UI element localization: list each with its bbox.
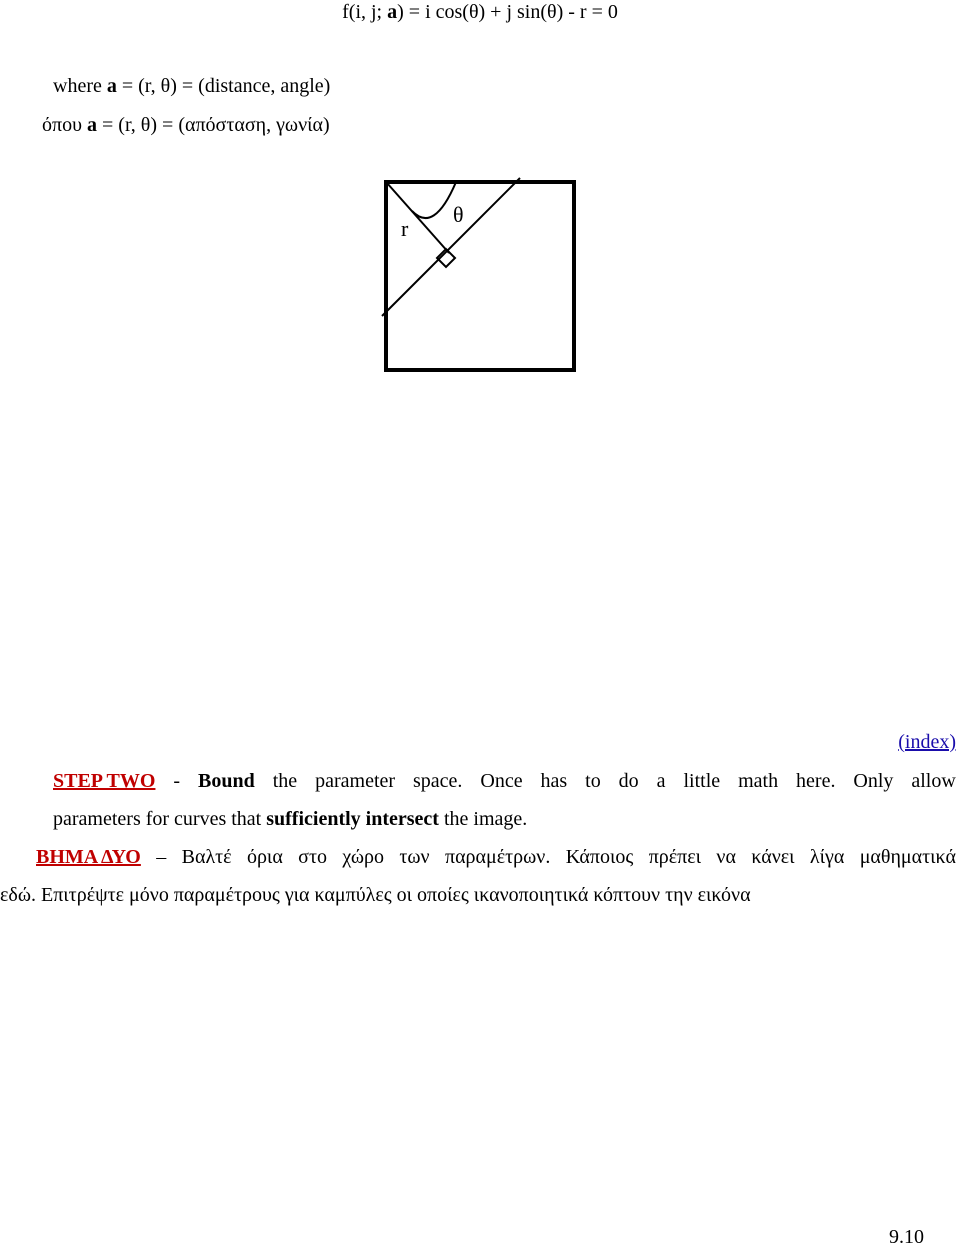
word: the (272, 770, 298, 792)
parameter-diagram (378, 174, 580, 376)
formula-param-a: a (387, 1, 398, 23)
word: στο (298, 846, 327, 868)
where-greek (42, 113, 330, 137)
image-frame (386, 182, 574, 370)
formula-end: ) = i cos(θ) + j sin(θ) - r = 0 (397, 1, 618, 23)
r-label: r (401, 216, 409, 241)
word: να (716, 846, 736, 868)
where-greek-suffix: = (r, θ) = (απόσταση, γωνία) (97, 114, 330, 136)
tangent-line (382, 178, 520, 316)
theta-label: θ (453, 202, 464, 227)
word: – (156, 846, 167, 868)
where-greek-a: a (87, 114, 97, 136)
where-english (53, 74, 330, 98)
where-english-suffix: = (r, θ) = (distance, angle) (116, 75, 331, 97)
word: a (656, 770, 666, 792)
word: των (399, 846, 430, 868)
line2-prefix: parameters for curves that (53, 808, 267, 830)
word: όρια (246, 846, 283, 868)
line2-suffix: the image. (438, 808, 528, 830)
angle-arc (412, 182, 456, 218)
index-link[interactable]: (index) (898, 731, 956, 753)
where-english-prefix: where (53, 75, 107, 97)
step-two-english-line1 (53, 769, 956, 793)
word: allow (911, 770, 956, 792)
word: math (738, 770, 779, 792)
line2-bold: sufficiently intersect (266, 808, 439, 830)
step-two-english-line2 (53, 807, 527, 831)
word: space. (413, 770, 463, 792)
page-number: 9.10 (889, 1226, 924, 1248)
word: Only (853, 770, 894, 792)
word: little (683, 770, 721, 792)
word: Bound (198, 770, 255, 792)
word: μαθηματικά (859, 846, 956, 868)
word: do (618, 770, 639, 792)
step-two-greek-line1 (36, 845, 956, 869)
where-greek-prefix: όπου (42, 114, 87, 136)
word: Κάποιος (565, 846, 634, 868)
word: λίγα (809, 846, 845, 868)
word: παραμέτρων. (444, 846, 551, 868)
word: κάνει (751, 846, 795, 868)
word: has (540, 770, 568, 792)
distance-line (387, 183, 449, 253)
word: χώρο (342, 846, 384, 868)
step-two-heading[interactable]: STEP TWO (53, 770, 156, 792)
step-two-greek-heading[interactable]: ΒΗΜΑ ΔΥΟ (36, 846, 141, 868)
formula-start: f(i, j; (342, 1, 388, 23)
word: - (173, 770, 181, 792)
word: Once (480, 770, 523, 792)
step-two-greek-line2: εδώ. Επιτρέψτε μόνο παραμέτρους για καμπύλες οι οποίες ικανοποιητικά κόπτουν την εικόνα (0, 884, 751, 906)
where-english-a: a (106, 75, 117, 97)
word: to (585, 770, 601, 792)
word: πρέπει (648, 846, 702, 868)
word: Βαλτέ (181, 846, 232, 868)
word: parameter (315, 770, 396, 792)
formula (0, 0, 960, 24)
word: here. (796, 770, 836, 792)
